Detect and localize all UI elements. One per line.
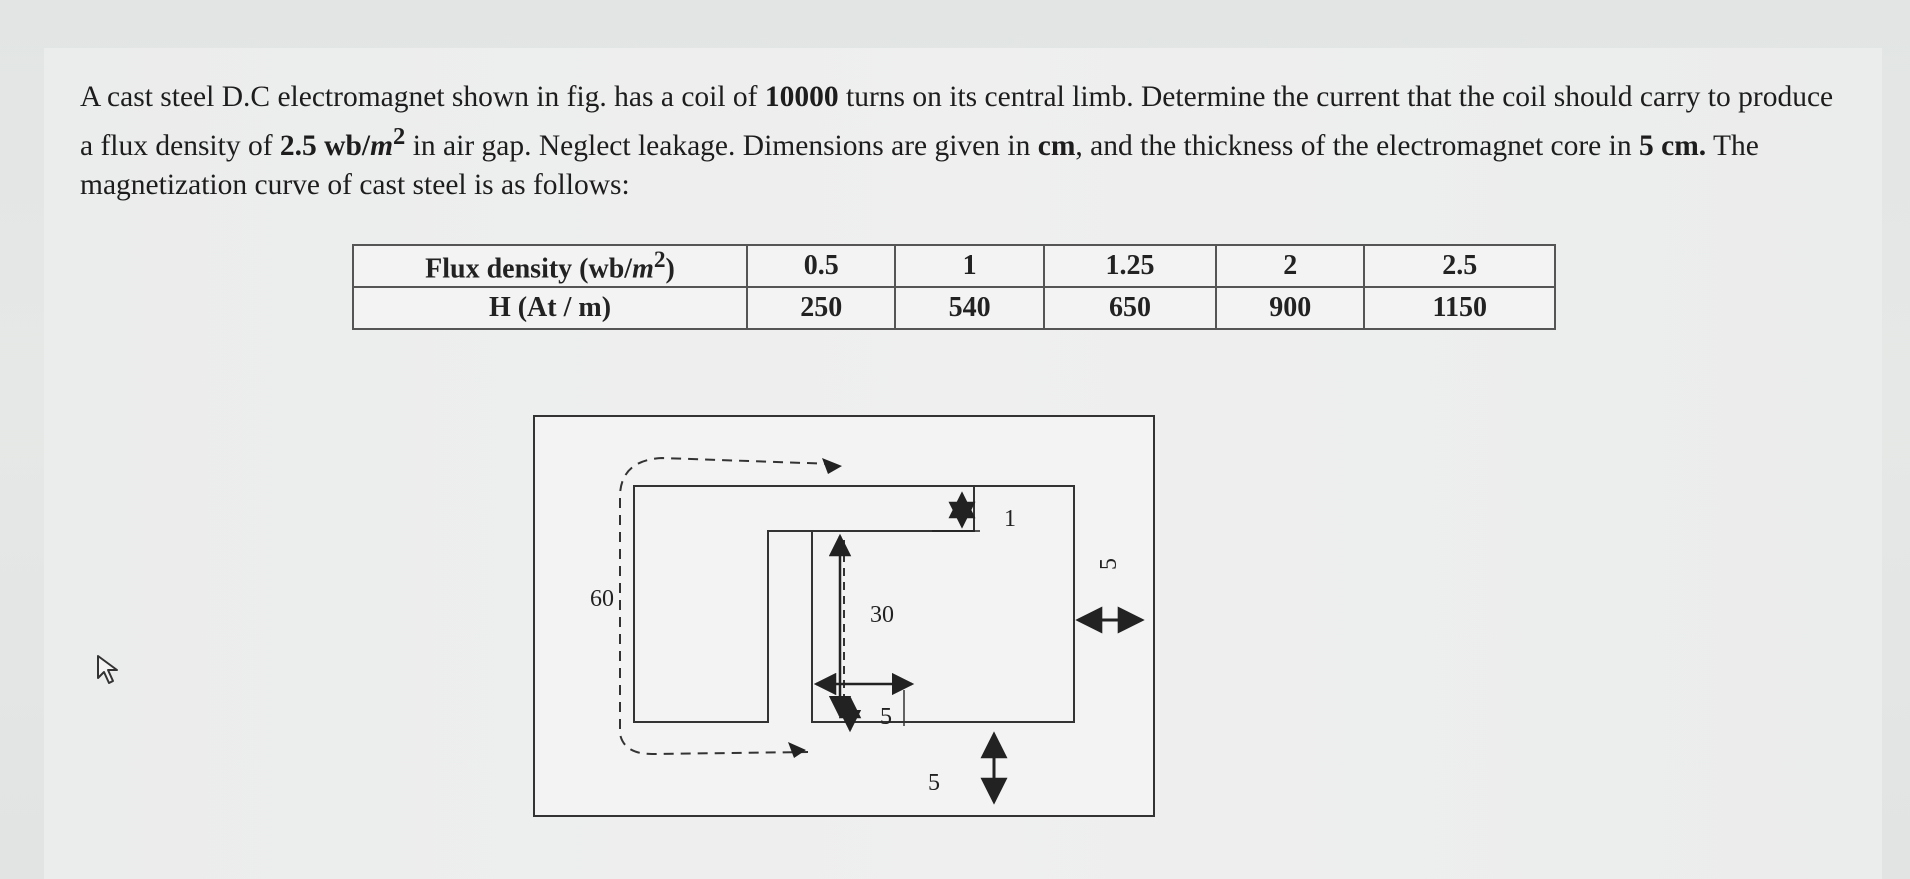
limb-length-label: 30 (870, 602, 894, 628)
table-cell: 1 (895, 245, 1043, 287)
dimension-unit: cm (1037, 129, 1076, 162)
electromagnet-figure (532, 414, 1157, 818)
electromagnet-diagram (532, 414, 1157, 818)
problem-text-4: , and the thickness of the electromagnet core in (1075, 129, 1639, 162)
magnetization-table (352, 244, 1556, 330)
table-row (353, 245, 1555, 287)
height-label: 60 (590, 586, 614, 612)
table-cell: 1150 (1364, 287, 1555, 329)
mouse-pointer-icon (94, 652, 124, 688)
table-cell: 2.5 (1364, 245, 1555, 287)
row-header-flux-density: Flux density $(wb/m^2)$ (353, 245, 747, 287)
limb-width-label: 5 (880, 704, 892, 730)
table-cell: 2 (1216, 245, 1364, 287)
problem-text-2: turns on its central limb. Determine the current that the coil should carry to produce a flux density of (80, 81, 1834, 162)
flux-unit-m: m (370, 129, 394, 162)
row-header-h: H (At / m) (353, 287, 747, 329)
problem-text-3: in air gap. Neglect leakage. Dimensions are given in (405, 129, 1038, 162)
table-cell: 650 (1044, 287, 1216, 329)
flux-unit-exponent: 2 (393, 123, 406, 150)
table-cell: 900 (1216, 287, 1364, 329)
table-cell: 1.25 (1044, 245, 1216, 287)
coil-turns: 10000 (764, 81, 839, 113)
flux-density-value: 2.5 (279, 129, 317, 162)
problem-text-5: The magnetization curve of cast steel is as follows: (80, 129, 1759, 201)
bottom-limb-label: 5 (928, 770, 940, 796)
problem-statement (80, 78, 1840, 205)
table-cell: 250 (747, 287, 895, 329)
table-row (353, 287, 1555, 329)
table-cell: 0.5 (747, 245, 895, 287)
table-cell: 540 (895, 287, 1043, 329)
right-limb-label: 5 (1096, 558, 1122, 570)
problem-text-1: A cast steel D.C electromagnet shown in fig. has a coil of (80, 81, 765, 113)
core-thickness: 5 cm. (1638, 129, 1707, 162)
flux-unit: wb/ (324, 129, 371, 162)
gap-label: 1 (1004, 506, 1016, 532)
